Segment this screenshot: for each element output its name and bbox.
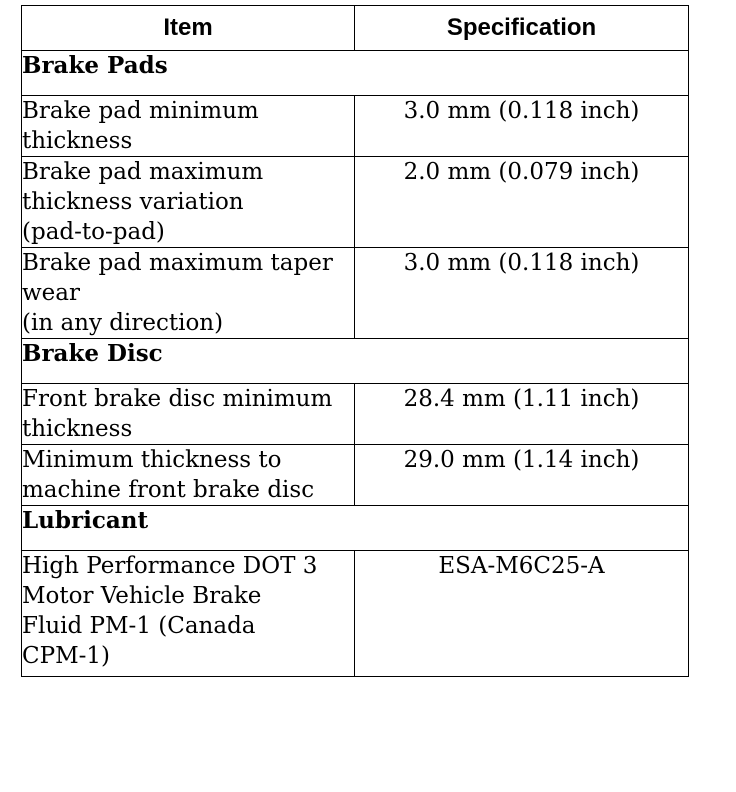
section-row-brake-disc [22,339,689,384]
column-header-specification: Specification [355,6,689,51]
spec-cell: 28.4 mm (1.11 inch) [355,384,689,445]
specification-table [21,5,689,677]
table-row [22,248,689,339]
table-row [22,157,689,248]
spec-cell: ESA-M6C25-A [355,551,689,677]
table-row [22,445,689,506]
section-title-lubricant: Lubricant [22,506,689,551]
table-row [22,96,689,157]
section-row-lubricant [22,506,689,551]
item-cell: Brake pad minimum thickness [22,96,355,157]
item-cell: High Performance DOT 3 Motor Vehicle Brake Fluid PM-1 (Canada CPM-1) [22,551,355,677]
item-cell: Front brake disc minimum thickness [22,384,355,445]
section-title-brake-pads: Brake Pads [22,51,689,96]
section-row-brake-pads [22,51,689,96]
spec-cell: 29.0 mm (1.14 inch) [355,445,689,506]
table-header-row [22,6,689,51]
item-cell: Brake pad maximum taper wear (in any direction) [22,248,355,339]
spec-cell: 3.0 mm (0.118 inch) [355,248,689,339]
item-cell: Brake pad maximum thickness variation (pad-to-pad) [22,157,355,248]
column-header-item: Item [22,6,355,51]
table-row [22,551,689,677]
item-cell: Minimum thickness to machine front brake disc [22,445,355,506]
section-title-brake-disc: Brake Disc [22,339,689,384]
spec-cell: 2.0 mm (0.079 inch) [355,157,689,248]
table-row [22,384,689,445]
spec-cell: 3.0 mm (0.118 inch) [355,96,689,157]
